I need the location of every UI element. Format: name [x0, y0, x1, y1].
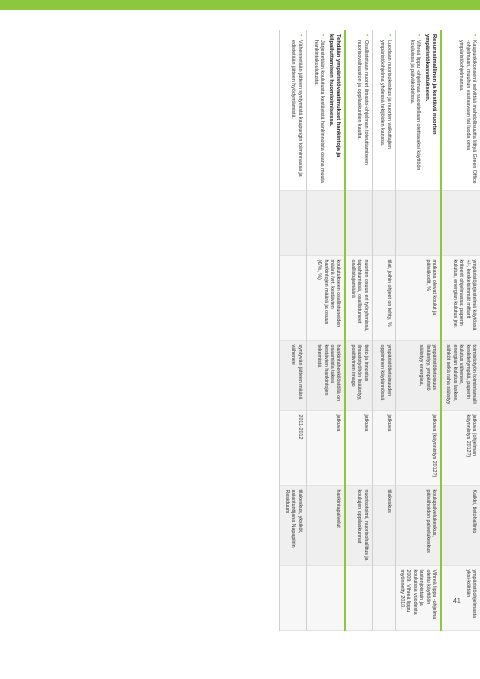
table-cell: jatkuva (ohjelman käynnistys 2012?)	[441, 410, 480, 485]
list-item	[290, 34, 303, 186]
list-item	[313, 34, 326, 186]
table-cell: nuorten osuus eri työryhmissä, tapahtumissä, osallistuneet osallistujamäärä	[346, 255, 373, 340]
bullet-icon: •	[385, 34, 392, 37]
table-row	[372, 30, 395, 630]
action-text: Vähennetään jätteen syntymistä kaupungin toiminnassa ja edistetään jätteen hyödyntämistä.	[290, 40, 303, 177]
table-cell	[280, 255, 306, 340]
bullet-icon: •	[362, 34, 369, 37]
empty-cell	[441, 190, 480, 255]
section-title: Tehdään ympäristövaatimukset hankintoja ja kilpailuttamisen huomioimisessa.	[328, 34, 342, 158]
action-text: Kaupunkikonserni selvittää mahdollisuutta liittyä Green Office -ohjelmaan, muuhun vastaavaan tai luoda oma ympäristöohjelmansa.	[458, 40, 477, 184]
table-cell: tilat, joihin ohjeet on tehty, %	[372, 255, 395, 340]
page-number: 41	[453, 598, 461, 605]
table-cell: tilakeskus, yksiköt, asiantuntijana Napapiirin Residuum	[280, 485, 306, 565]
table-cell: ympäristöohjelmasta yksi-köittäin	[441, 565, 480, 630]
table-cell: koulutukseen osallistuneiden määrä /vrt. kestävien hankintojen määrä ja osuus (€/%, %)	[306, 255, 345, 340]
table-cell: ympäristötietoisuus lisääntyy, ympäristö säästyy energiaa,	[395, 340, 441, 410]
list-item	[356, 34, 369, 186]
action-table	[279, 30, 480, 631]
list-item	[379, 34, 392, 186]
table-cell: nuorisotoimi, nuorisohallitus ja koulujen oppilaskunnat	[346, 485, 373, 565]
list-item	[458, 34, 477, 186]
table-row	[346, 30, 373, 630]
empty-cell	[372, 190, 395, 255]
table-cell: tieto ja innostus ilmastotyöhön lisääntyy, positiivinen imago	[346, 340, 373, 410]
table-cell: Kaikki, tietohallinto	[441, 485, 480, 565]
table-cell: koulupalvelukeskus, päivähoidon palvelukeskus	[395, 485, 441, 565]
table-cell: tilakeskus	[372, 485, 395, 565]
table-row	[441, 30, 480, 630]
table-cell: jatkuva	[346, 410, 373, 485]
action-cell	[372, 30, 395, 190]
table-cell	[306, 565, 345, 630]
section-title: Resurssimallinen ja kestävä nuorten ympäristökasvatukseen.	[423, 34, 437, 135]
table-cell: Vihreä lippu -ohjelma otettu käyttöön lastenjoistain ja kouluissa vuodesta 2009. Vihreä lippu myönnetty 2010.	[395, 565, 441, 630]
table-cell: jatkuva	[372, 410, 395, 485]
table-row	[306, 30, 345, 630]
table-cell: toimistotyön toimintamalli keskitetympää, paperin kulutus vähenee, energian kulutus laskee, sähköt sekä raha säästyy	[441, 340, 480, 410]
action-cell	[395, 30, 441, 190]
table-cell: 2011-2012	[280, 410, 306, 485]
table-cell: ympäristöjärjestelmä käytössä +/-, keskeisimmät mittarit kriteerit ohjelmassa: paperin kulutus, energian kulutus jne.	[441, 255, 480, 340]
list-item	[408, 34, 421, 186]
accent-bar	[0, 0, 480, 10]
table-cell: ympäristötietoisuuden oppiminen käytännössä	[372, 340, 395, 410]
table-cell: hankintapalvelut	[306, 485, 345, 565]
table-cell: mukana olevat koulut ja päiväkodit, %	[395, 255, 441, 340]
empty-cell	[395, 190, 441, 255]
empty-cell	[346, 190, 373, 255]
action-cell	[306, 30, 345, 190]
action-cell	[280, 30, 306, 190]
empty-cell	[306, 190, 345, 255]
action-text: Vihreä lippu -ohjelmaa suositellaan otettavaksi käyttöön kouluissa ja päiväkodeissa.	[408, 40, 421, 171]
action-text: Osallistetaan nuoret ilmasto-ohjelman toteuttamiseen nuorisovaltuuston ja oppilaskuntien kautta.	[356, 40, 369, 165]
bullet-icon: •	[296, 34, 303, 37]
table-cell: syntyvän jätteen määrä vähenee	[280, 340, 306, 410]
action-text: Järjestetään koulutusta kestävistä hankinnoista osana muuta hankintakoulutusta.	[313, 40, 326, 183]
action-text: Luodaan nuorisokeskus ja nuorten vaikuttajien ympäristöohjelma yhdessä tekijöiden kanssa.	[379, 40, 392, 149]
table-cell: jatkuva	[306, 410, 345, 485]
table-cell: jatkuva (käynnistys 2012?)	[395, 410, 441, 485]
bullet-icon: •	[471, 34, 477, 37]
table-cell: hankintahenkilöstöllä on osaamista tukea kestävien hankintojen tekemistä	[306, 340, 345, 410]
bullet-icon: •	[319, 34, 326, 37]
empty-cell	[280, 190, 306, 255]
table-row	[395, 30, 441, 630]
rotated-table-area	[40, 30, 480, 630]
table-cell	[280, 565, 306, 630]
action-cell	[346, 30, 373, 190]
bullet-icon: •	[414, 34, 421, 37]
table-cell	[346, 565, 373, 630]
action-cell	[441, 30, 480, 190]
table-cell	[372, 565, 395, 630]
table-row	[280, 30, 306, 630]
